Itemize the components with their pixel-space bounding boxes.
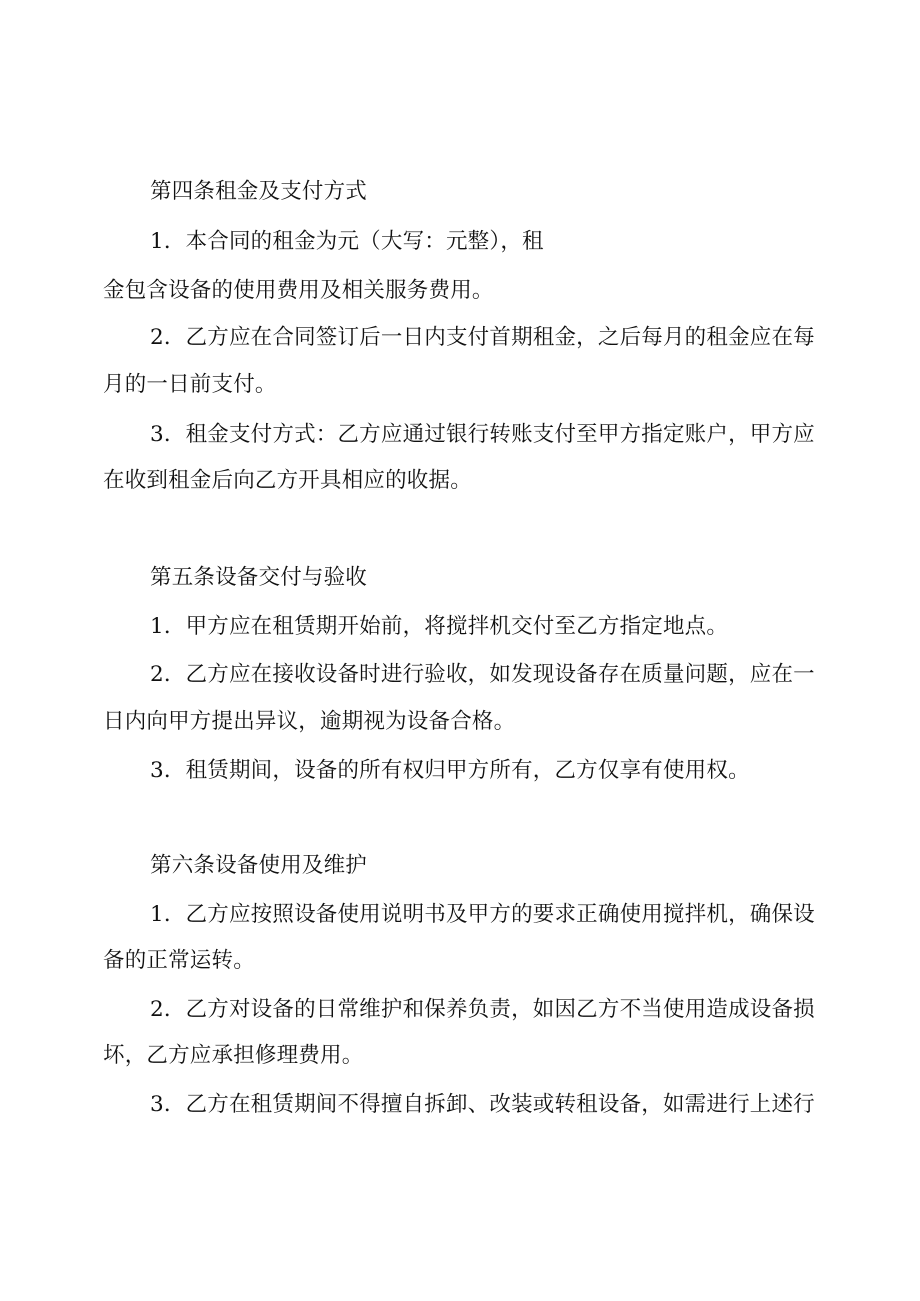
section-4-item-1-line-2: 金包含设备的使用费用及相关服务费用。 <box>103 278 494 303</box>
section-5-item-3-line-1: 3．租赁期间，设备的所有权归甲方所有，乙方仅享有使用权。 <box>150 758 750 783</box>
section-4-item-3-line-2: 在收到租金后向乙方开具相应的收据。 <box>103 468 472 493</box>
section-5-heading: 第五条设备交付与验收 <box>150 565 368 590</box>
section-4-heading: 第四条租金及支付方式 <box>150 179 368 204</box>
section-6-heading: 第六条设备使用及维护 <box>150 853 368 878</box>
section-4-item-1-line-1: 1．本合同的租金为元（大写：元整），租 <box>150 229 544 254</box>
section-4-item-2-line-1: 2．乙方应在合同签订后一日内支付首期租金，之后每月的租金应在每 <box>150 325 815 350</box>
section-5-item-2-line-2: 日内向甲方提出异议，逾期视为设备合格。 <box>103 709 516 734</box>
section-6-item-1-line-2: 备的正常运转。 <box>103 948 255 973</box>
section-6-item-2-line-1: 2．乙方对设备的日常维护和保养负责，如因乙方不当使用造成设备损 <box>150 997 815 1022</box>
section-4-item-2-line-2: 月的一日前支付。 <box>103 372 277 397</box>
section-6-item-2-line-2: 坏，乙方应承担修理费用。 <box>103 1043 364 1068</box>
section-5-item-2-line-1: 2．乙方应在接收设备时进行验收，如发现设备存在质量问题，应在一 <box>150 662 815 687</box>
section-5-item-1-line-1: 1．甲方应在租赁期开始前，将搅拌机交付至乙方指定地点。 <box>150 614 729 639</box>
section-6-item-3-line-1: 3．乙方在租赁期间不得擅自拆卸、改装或转租设备，如需进行上述行 <box>150 1092 815 1117</box>
section-4-item-3-line-1: 3．租金支付方式：乙方应通过银行转账支付至甲方指定账户，甲方应 <box>150 422 815 447</box>
section-6-item-1-line-1: 1．乙方应按照设备使用说明书及甲方的要求正确使用搅拌机，确保设 <box>150 902 815 927</box>
